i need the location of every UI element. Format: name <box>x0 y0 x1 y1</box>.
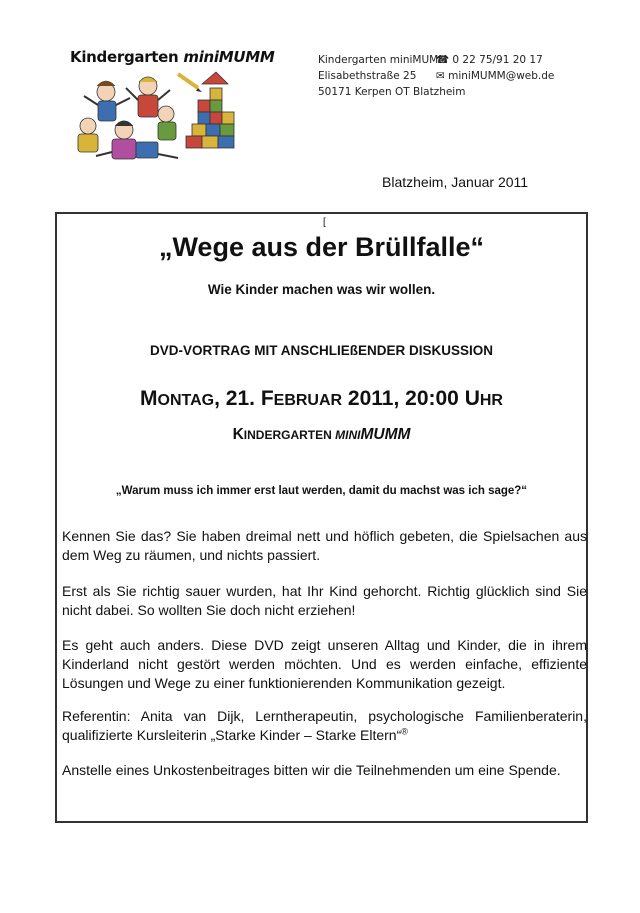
contact-street: Elisabethstraße 25 <box>318 70 417 82</box>
event-date <box>55 387 588 411</box>
speaker-text: Referentin: Anita van Dijk, Lerntherapeutin, psychologische Familienberaterin, qualifizierte Kursleiterin „Starke Kinder – Starke Eltern“ <box>62 708 587 743</box>
venue-mini: MINI <box>335 428 361 442</box>
date-u-rest: HR <box>479 392 503 409</box>
date-f-cap: F <box>260 387 274 410</box>
bracket-mark: [ <box>323 217 326 228</box>
registered-mark: ® <box>401 726 408 737</box>
event-venue <box>55 426 588 444</box>
kindergarten-name <box>70 48 275 66</box>
paragraph-3: Es geht auch anders. Diese DVD zeigt unseren Alltag und Kinder, die in ihrem Kinderland nicht gestört werden möchten. Und es werden einfache, effiziente Lösungen und Wege zu einer funktionierenden Kommunikation gezeigt. <box>62 637 587 691</box>
contact-block <box>318 52 555 100</box>
date-day: , 21. <box>214 387 261 410</box>
letter-dateline: Blatzheim, Januar 2011 <box>382 174 529 190</box>
paragraph-speaker <box>62 707 587 745</box>
date-f-rest: EBRUAR <box>273 392 343 409</box>
contact-phone: ☎ 0 22 75/91 20 17 <box>436 54 543 66</box>
date-u-cap: U <box>464 387 480 410</box>
contact-email: ✉ miniMUMM@web.de <box>436 70 555 82</box>
paragraph-1: Kennen Sie das? Sie haben dreimal nett und höflich gebeten, die Spielsachen aus dem Weg zu räumen, und nichts passiert. <box>62 528 587 563</box>
contact-name: Kindergarten miniMUMM <box>318 54 448 66</box>
event-type: DVD-VORTRAG MIT ANSCHLIEßENDER DISKUSSION <box>149 343 493 358</box>
date-year-time: 2011, 20:00 <box>342 387 465 410</box>
venue-mumm: MUMM <box>360 426 411 443</box>
flyer-subtitle: Wie Kinder machen was wir wollen. <box>207 282 436 297</box>
flyer-title: „Wege aus der Brüllfalle“ <box>158 232 485 262</box>
paragraph-donation: Anstelle eines Unkostenbeitrages bitten wir die Teilnehmenden um eine Spende. <box>62 762 561 778</box>
flyer-quote: „Warum muss ich immer erst laut werden, damit du machst was ich sage?“ <box>115 485 528 497</box>
date-m-rest: ONTAG <box>157 392 215 409</box>
kindergarten-name-regular: Kindergarten <box>70 48 184 66</box>
contact-city: 50171 Kerpen OT Blatzheim <box>318 86 466 98</box>
venue-k-rest: INDERGARTEN <box>243 428 336 442</box>
children-drawing-icon <box>66 70 242 166</box>
date-m-cap: M <box>140 387 158 410</box>
kindergarten-name-italic: miniMUMM <box>183 48 275 66</box>
paragraph-2: Erst als Sie richtig sauer wurden, hat Ihr Kind gehorcht. Richtig glücklich sind Sie nicht dabei. So wollten Sie doch nicht erziehen! <box>62 583 587 618</box>
venue-k-cap: K <box>232 426 244 443</box>
